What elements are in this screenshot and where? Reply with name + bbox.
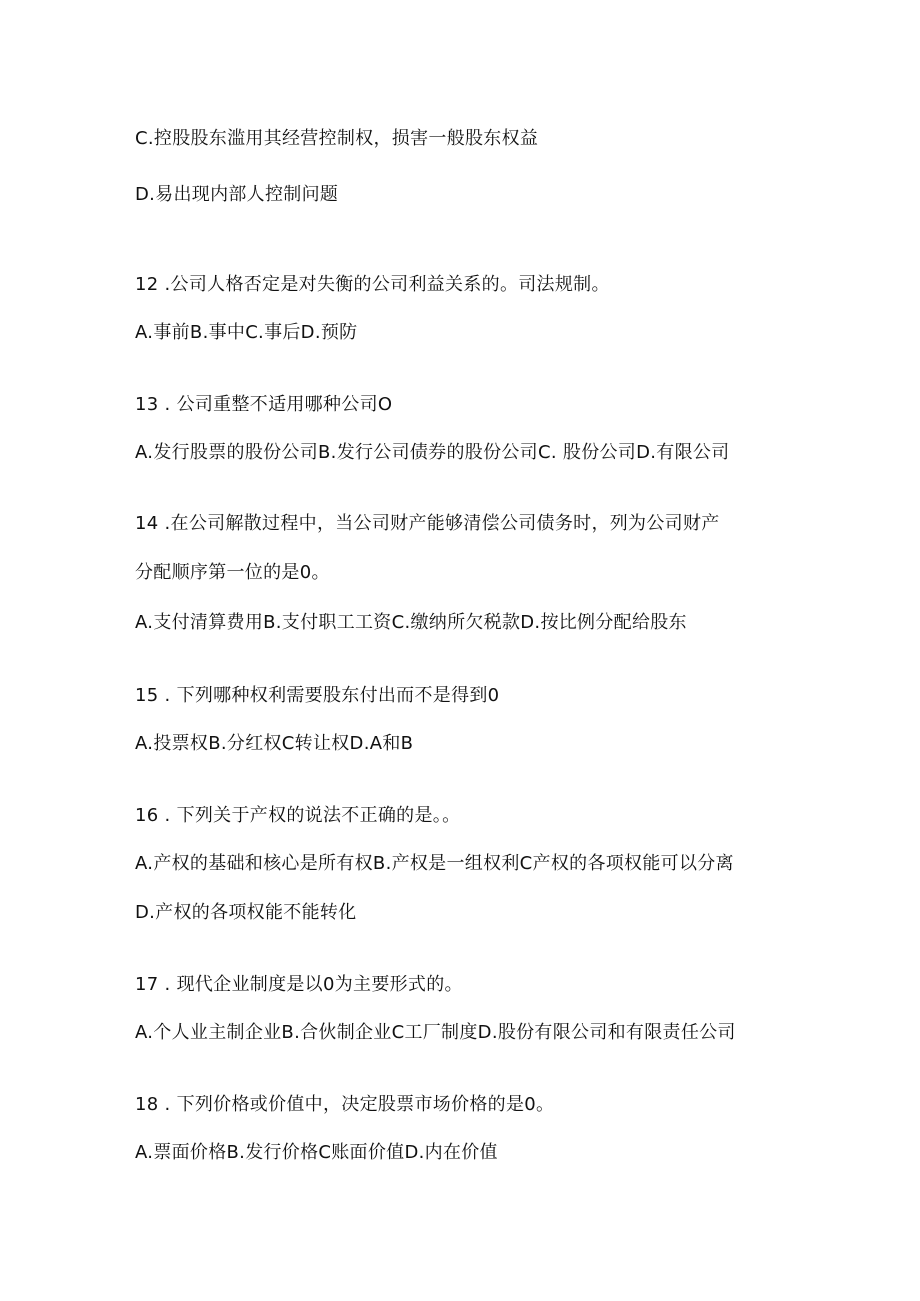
question-16: 16 . 下列关于产权的说法不正确的是。。 (135, 805, 461, 826)
option-d-q11: D.易出现内部人控制问题 (135, 184, 339, 205)
options-q16-line-2: D.产权的各项权能不能转化 (135, 902, 357, 923)
options-q14: A.支付清算费用B.支付职工工资C.缴纳所欠税款D.按比例分配给股东 (135, 612, 687, 633)
question-18: 18 . 下列价格或价值中，决定股票市场价格的是0。 (135, 1094, 555, 1115)
options-q18: A.票面价格B.发行价格C账面价值D.内在价值 (135, 1142, 498, 1163)
question-13: 13 . 公司重整不适用哪种公司O (135, 394, 393, 415)
options-q12: A.事前B.事中C.事后D.预防 (135, 322, 358, 343)
option-c-q11: C.控股股东滥用其经营控制权，损害一般股东权益 (135, 128, 539, 149)
options-q17: A.个人业主制企业B.合伙制企业C工厂制度D.股份有限公司和有限责任公司 (135, 1022, 736, 1043)
question-14-line-1: 14 .在公司解散过程中，当公司财产能够清偿公司债务时，列为公司财产 (135, 513, 720, 534)
question-17: 17 . 现代企业制度是以0为主要形式的。 (135, 974, 463, 995)
options-q13: A.发行股票的股份公司B.发行公司债券的股份公司C. 股份公司D.有限公司 (135, 442, 730, 463)
options-q16-line-1: A.产权的基础和核心是所有权B.产权是一组权利C产权的各项权能可以分离 (135, 853, 734, 874)
question-12: 12 .公司人格否定是对失衡的公司利益关系的。司法规制。 (135, 274, 610, 295)
options-q15: A.投票权B.分红权C转让权D.A和B (135, 733, 414, 754)
question-15: 15 . 下列哪种权利需要股东付出而不是得到0 (135, 685, 500, 706)
question-14-line-2: 分配顺序第一位的是0。 (135, 562, 330, 583)
